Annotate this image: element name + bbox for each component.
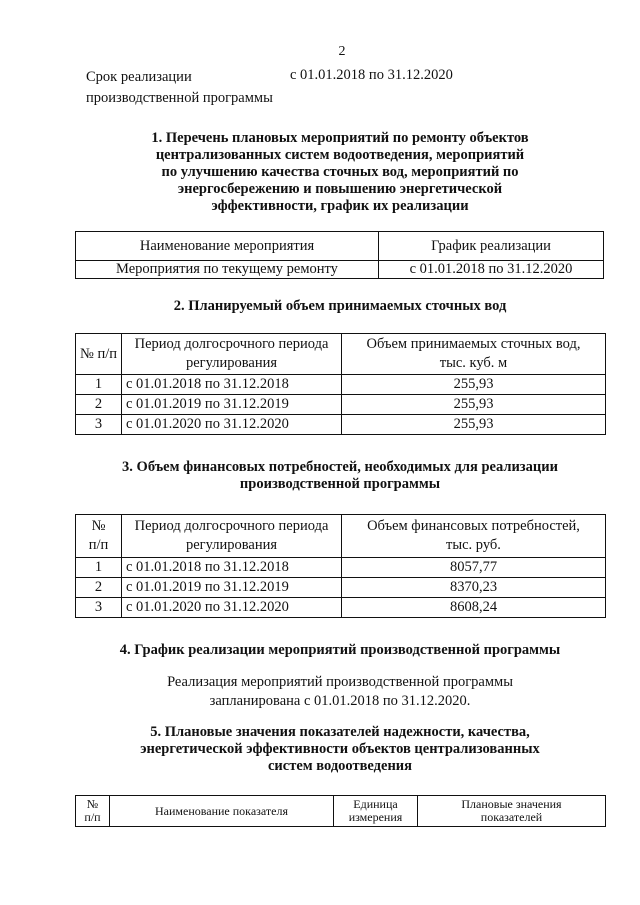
wastewater-volume-table (75, 333, 606, 435)
section5-title (40, 724, 640, 775)
header-line: Единица (353, 797, 398, 811)
title-line: энергосбережению и повышению энергетической (177, 181, 503, 197)
header-line: Период долгосрочного периода (134, 336, 329, 352)
row-period: с 01.01.2020 по 31.12.2020 (122, 598, 342, 618)
header-num: № п/п (76, 334, 122, 375)
table-row (76, 375, 606, 395)
financial-needs-table (75, 514, 606, 618)
row-value: 255,93 (342, 375, 606, 395)
section4-title: 4. График реализации мероприятий производственной программы (119, 642, 561, 658)
title-line: 5. Плановые значения показателей надежности, качества, (150, 724, 530, 740)
page-number: 2 (338, 44, 346, 59)
activity-name: Мероприятия по текущему ремонту (76, 261, 379, 279)
row-num: 3 (76, 415, 122, 435)
row-period: с 01.01.2018 по 31.12.2018 (122, 375, 342, 395)
header-activity: Наименование мероприятия (76, 232, 379, 261)
table-header-row (76, 334, 606, 375)
header-volume (342, 334, 606, 375)
header-line: № (86, 797, 99, 811)
header-line: тыс. куб. м (439, 355, 508, 371)
header-line: регулирования (185, 537, 278, 553)
header-line: тыс. руб. (446, 537, 501, 553)
table-row (76, 578, 606, 598)
section1-title (60, 130, 620, 215)
row-period: с 01.01.2020 по 31.12.2020 (122, 415, 342, 435)
header-line: измерения (348, 810, 403, 824)
row-num: 1 (76, 558, 122, 578)
section3-title (50, 459, 630, 493)
header-line: п/п (84, 810, 101, 824)
header-line: регулирования (185, 355, 278, 371)
table-header-row (76, 232, 604, 261)
header-period (122, 334, 342, 375)
row-num: 2 (76, 395, 122, 415)
title-line: энергетической эффективности объектов централизованных (140, 741, 540, 757)
indicators-table (75, 795, 606, 827)
activity-schedule: с 01.01.2018 по 31.12.2020 (379, 261, 604, 279)
header-unit (334, 796, 418, 827)
table-row (76, 395, 606, 415)
header-line: п/п (88, 537, 109, 553)
title-line: 1. Перечень плановых мероприятий по ремонту объектов (151, 130, 529, 146)
activities-table (75, 231, 604, 279)
title-line: производственной программы (239, 476, 441, 492)
term-label-line: производственной программы (86, 90, 273, 106)
header-line: Объем финансовых потребностей, (367, 518, 580, 534)
row-period: с 01.01.2019 по 31.12.2019 (122, 578, 342, 598)
header-line: показателей (480, 810, 543, 824)
header-period (122, 515, 342, 558)
title-line: 3. Объем финансовых потребностей, необходимых для реализации (122, 459, 558, 475)
table-header-row (76, 515, 606, 558)
table-row (76, 558, 606, 578)
header-num (76, 515, 122, 558)
text-line: Реализация мероприятий производственной программы (167, 674, 513, 690)
title-line: систем водоотведения (267, 758, 413, 774)
header-num (76, 796, 110, 827)
section4-text (60, 673, 620, 711)
table-row (76, 598, 606, 618)
row-value: 8057,77 (342, 558, 606, 578)
row-value: 255,93 (342, 415, 606, 435)
section2-title: 2. Планируемый объем принимаемых сточных вод (173, 298, 507, 314)
header-line: Плановые значения (461, 797, 562, 811)
header-indicator-name: Наименование показателя (110, 796, 334, 827)
row-period: с 01.01.2019 по 31.12.2019 (122, 395, 342, 415)
term-label (86, 67, 273, 109)
title-line: по улучшению качества сточных вод, мероприятий по (161, 164, 519, 180)
row-num: 2 (76, 578, 122, 598)
header-line: Объем принимаемых сточных вод, (366, 336, 581, 352)
title-line: централизованных систем водоотведения, мероприятий (155, 147, 525, 163)
row-period: с 01.01.2018 по 31.12.2018 (122, 558, 342, 578)
header-line: Период долгосрочного периода (134, 518, 329, 534)
header-planned-values (418, 796, 606, 827)
text-line: запланирована с 01.01.2018 по 31.12.2020. (209, 693, 471, 709)
header-schedule: График реализации (379, 232, 604, 261)
term-label-line: Срок реализации (86, 69, 192, 85)
header-line: № (91, 518, 106, 534)
row-num: 3 (76, 598, 122, 618)
row-value: 8370,23 (342, 578, 606, 598)
row-num: 1 (76, 375, 122, 395)
table-row (76, 261, 604, 279)
term-value: с 01.01.2018 по 31.12.2020 (290, 67, 453, 83)
table-header-row (76, 796, 606, 827)
row-value: 8608,24 (342, 598, 606, 618)
title-line: эффективности, график их реализации (211, 198, 469, 214)
table-row (76, 415, 606, 435)
row-value: 255,93 (342, 395, 606, 415)
header-finance (342, 515, 606, 558)
